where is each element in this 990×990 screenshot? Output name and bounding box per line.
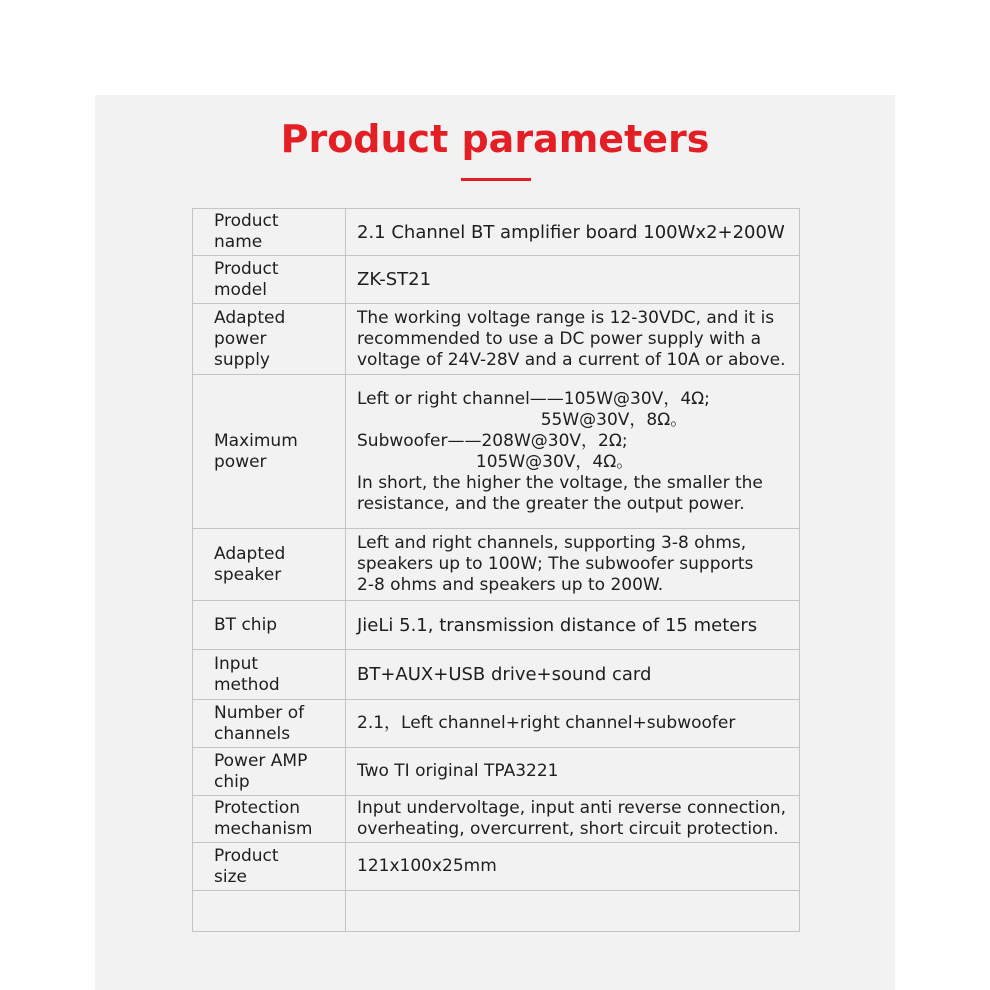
row-value: Left and right channels, supporting 3-8 ohms, speakers up to 100W; The subwoofer supports 2-8 ohms and speakers up to 200W. — [346, 529, 800, 601]
row-label: Product name — [193, 209, 346, 256]
table-row-power-supply — [193, 304, 800, 375]
table-row-product-size — [193, 843, 800, 891]
table-row-adapted-speaker — [193, 529, 800, 601]
row-label: Product size — [193, 843, 346, 891]
table-row-channels — [193, 700, 800, 748]
table-row-product-name — [193, 209, 800, 256]
row-value: ZK-ST21 — [346, 256, 800, 304]
table-row-empty — [193, 891, 800, 932]
page-title: Product parameters — [280, 117, 710, 161]
table-row-bt-chip — [193, 601, 800, 650]
row-label: Number of channels — [193, 700, 346, 748]
row-value: Input undervoltage, input anti reverse connection, overheating, overcurrent, short circuit protection. — [346, 796, 800, 843]
row-value-empty — [346, 891, 800, 932]
row-label: Power AMP chip — [193, 748, 346, 796]
table-row-power-amp-chip — [193, 748, 800, 796]
table-row-product-model — [193, 256, 800, 304]
row-label: Adapted speaker — [193, 529, 346, 601]
parameters-table — [192, 208, 800, 932]
parameters-panel — [95, 95, 895, 990]
row-label: Product model — [193, 256, 346, 304]
table-row-maximum-power — [193, 375, 800, 529]
row-value: BT+AUX+USB drive+sound card — [346, 650, 800, 700]
row-label: Maximum power — [193, 375, 346, 529]
table-row-input-method — [193, 650, 800, 700]
row-label-empty — [193, 891, 346, 932]
row-value: 2.1，Left channel+right channel+subwoofer — [346, 700, 800, 748]
row-label: Adapted power supply — [193, 304, 346, 375]
row-label: BT chip — [193, 601, 346, 650]
table-row-protection — [193, 796, 800, 843]
row-value: JieLi 5.1, transmission distance of 15 meters — [346, 601, 800, 650]
row-label: Protection mechanism — [193, 796, 346, 843]
row-value: 121x100x25mm — [346, 843, 800, 891]
row-value: Left or right channel——105W@30V，4Ω; 55W@30V，8Ω。 Subwoofer——208W@30V，2Ω; 105W@30V，4Ω。 In short, the higher the voltage, the smaller the resistance, and the greater the output power. — [346, 375, 800, 529]
title-underline — [461, 178, 531, 181]
row-label: Input method — [193, 650, 346, 700]
row-value: Two TI original TPA3221 — [346, 748, 800, 796]
row-value: 2.1 Channel BT amplifier board 100Wx2+200W — [346, 209, 800, 256]
row-value: The working voltage range is 12-30VDC, and it is recommended to use a DC power supply with a voltage of 24V-28V and a current of 10A or above. — [346, 304, 800, 375]
